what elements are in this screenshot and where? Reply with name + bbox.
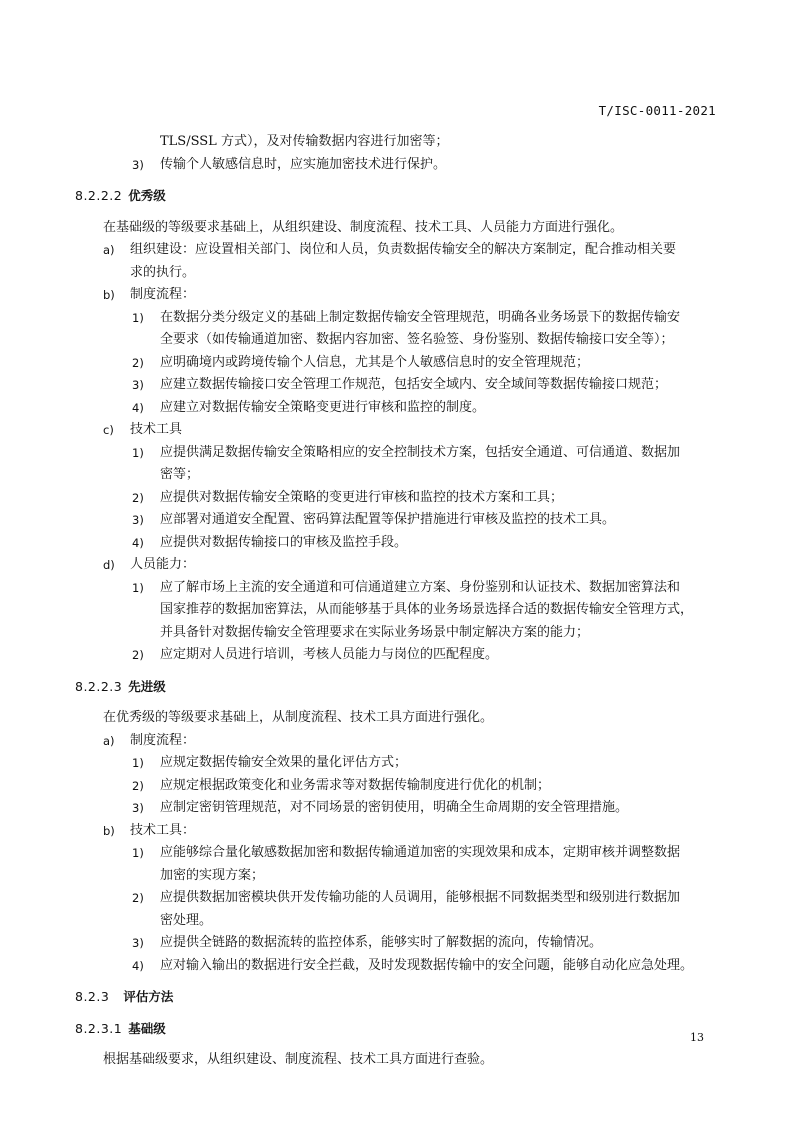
paragraph: 在优秀级的等级要求基础上，从制度流程、技术工具方面进行强化。 bbox=[103, 710, 494, 725]
list-marker: a) bbox=[103, 243, 115, 257]
list-marker: 4) bbox=[132, 958, 144, 973]
list-item-text: 人员能力： bbox=[130, 557, 196, 572]
list-marker: 2) bbox=[132, 778, 144, 793]
list-marker: 3) bbox=[132, 157, 144, 172]
list-item bbox=[75, 397, 723, 420]
list-item bbox=[75, 577, 723, 600]
list-item bbox=[75, 487, 723, 510]
list-marker: 1) bbox=[132, 445, 144, 460]
section-number: 8.2.3.1 bbox=[75, 1020, 123, 1036]
list-item-continuation: 求的执行。 bbox=[130, 264, 196, 280]
list-item bbox=[75, 554, 723, 577]
list-item bbox=[75, 887, 723, 910]
list-item bbox=[75, 775, 723, 798]
list-marker: 4) bbox=[132, 400, 144, 415]
list-item-text: 应了解市场上主流的安全通道和可信通道建立方案、身份鉴别和认证技术、数据加密算法和 bbox=[160, 579, 681, 595]
list-marker: 2) bbox=[132, 490, 144, 505]
list-item bbox=[75, 509, 723, 532]
list-item-text: 应明确境内或跨境传输个人信息，尤其是个人敏感信息时的安全管理规范； bbox=[160, 354, 590, 370]
list-marker: 3) bbox=[132, 936, 144, 950]
section-heading-8-2-3-1 bbox=[75, 1018, 723, 1041]
list-marker: b) bbox=[103, 288, 115, 302]
list-item bbox=[75, 419, 723, 442]
list-marker: 1) bbox=[132, 846, 144, 860]
list-item-continuation: 加密的实现方案； bbox=[160, 867, 265, 883]
document-code: T/ISC-0011-2021 bbox=[598, 103, 716, 118]
list-item bbox=[75, 239, 723, 262]
section-heading-8-2-3 bbox=[75, 986, 723, 1009]
list-item-text: 应部署对通道安全配置、密码算法配置等保护措施进行审核及监控的技术工具。 bbox=[160, 512, 616, 527]
list-marker: 2) bbox=[132, 648, 144, 662]
section-title: 先进级 bbox=[128, 678, 166, 694]
list-item-text: 应建立对数据传输安全策略变更进行审核和监控的制度。 bbox=[160, 399, 486, 415]
section-number: 8.2.3 bbox=[75, 989, 110, 1004]
section-title: 基础级 bbox=[128, 1020, 166, 1036]
list-item-text: 应提供满足数据传输安全策略相应的安全控制技术方案，包括安全通道、可信通道、数据加 bbox=[160, 444, 681, 460]
paragraph: 在基础级的等级要求基础上，从组织建设、制度流程、技术工具、人员能力方面进行强化。 bbox=[103, 219, 624, 235]
list-item bbox=[75, 154, 723, 177]
list-marker: b) bbox=[103, 823, 115, 838]
list-item-text: 应对输入输出的数据进行安全拦截，及时发现数据传输中的安全问题，能够自动化应急处理。 bbox=[160, 957, 694, 973]
list-item bbox=[75, 955, 723, 978]
list-marker: 3) bbox=[132, 513, 144, 527]
list-item-text: 制度流程： bbox=[130, 732, 196, 748]
section-heading-8-2-2-3 bbox=[75, 676, 723, 699]
continued-item-line: TLS/SSL 方式），及对传输数据内容进行加密等； bbox=[160, 134, 449, 149]
list-item-text: 应建立数据传输接口安全管理工作规范，包括安全域内、安全域间等数据传输接口规范； bbox=[160, 377, 668, 392]
list-marker: 4) bbox=[132, 535, 144, 550]
list-item-text: 应定期对人员进行培训，考核人员能力与岗位的匹配程度。 bbox=[160, 647, 499, 662]
list-item bbox=[75, 442, 723, 465]
page-number: 13 bbox=[690, 1031, 704, 1044]
list-item-text: 应制定密钥管理规范，对不同场景的密钥使用，明确全生命周期的安全管理措施。 bbox=[160, 800, 629, 815]
list-item-continuation: 全要求（如传输通道加密、数据内容加密、签名验签、身份鉴别、数据传输接口安全等）； bbox=[160, 332, 674, 347]
paragraph: 根据基础级要求，从组织建设、制度流程、技术工具方面进行查验。 bbox=[103, 1052, 494, 1067]
list-marker: 3) bbox=[132, 378, 144, 392]
list-marker: 1) bbox=[132, 580, 144, 595]
list-item bbox=[75, 730, 723, 753]
list-item bbox=[75, 752, 723, 775]
list-item-continuation: 并具备针对数据传输安全管理要求在实际业务场景中制定解决方案的能力； bbox=[160, 624, 590, 640]
list-item bbox=[75, 374, 723, 397]
section-number: 8.2.2.3 bbox=[75, 678, 123, 694]
list-marker: 3) bbox=[132, 801, 144, 815]
list-item-text: 技术工具： bbox=[130, 822, 196, 838]
list-marker: 1) bbox=[132, 756, 144, 770]
list-item-text: 应规定数据传输安全效果的量化评估方式； bbox=[160, 755, 408, 770]
list-item-text: 技术工具 bbox=[130, 422, 183, 437]
list-item bbox=[75, 820, 723, 843]
list-item-continuation: 密等； bbox=[160, 467, 200, 482]
list-item bbox=[75, 797, 723, 820]
list-marker: a) bbox=[103, 733, 115, 748]
section-heading-8-2-2-2 bbox=[75, 185, 723, 208]
list-item bbox=[75, 307, 723, 330]
list-item bbox=[75, 532, 723, 555]
page-content bbox=[75, 131, 723, 1072]
list-item-text: 组织建设：应设置相关部门、岗位和人员，负责数据传输安全的解决方案制定，配合推动相关要 bbox=[130, 242, 677, 257]
list-marker: 2) bbox=[132, 891, 144, 905]
list-item bbox=[75, 644, 723, 667]
list-marker: c) bbox=[103, 423, 114, 437]
section-number: 8.2.2.2 bbox=[75, 188, 123, 203]
list-item-text: 传输个人敏感信息时，应实施加密技术进行保护。 bbox=[160, 156, 447, 172]
list-item bbox=[75, 352, 723, 375]
list-item bbox=[75, 932, 723, 955]
list-item-text: 应提供对数据传输安全策略的变更进行审核和监控的技术方案和工具； bbox=[160, 489, 564, 505]
list-item-text: 制度流程： bbox=[130, 287, 196, 302]
list-item-text: 应提供全链路的数据流转的监控体系，能够实时了解数据的流向，传输情况。 bbox=[160, 935, 603, 950]
list-item-text: 应能够综合量化敏感数据加密和数据传输通道加密的实现效果和成本，定期审核并调整数据 bbox=[160, 845, 681, 860]
section-title: 优秀级 bbox=[128, 188, 166, 203]
list-item-continuation: 国家推荐的数据加密算法，从而能够基于具体的业务场景选择合适的数据传输安全管理方式， bbox=[160, 602, 694, 617]
list-item bbox=[75, 284, 723, 307]
list-item-continuation: 密处理。 bbox=[160, 912, 213, 928]
list-item-text: 在数据分类分级定义的基础上制定数据传输安全管理规范，明确各业务场景下的数据传输安 bbox=[160, 309, 681, 325]
list-marker: 2) bbox=[132, 355, 144, 370]
list-item-text: 应提供对数据传输接口的审核及监控手段。 bbox=[160, 534, 408, 550]
list-item-text: 应规定根据政策变化和业务需求等对数据传输制度进行优化的机制； bbox=[160, 777, 551, 793]
list-item bbox=[75, 842, 723, 865]
list-item-text: 应提供数据加密模块供开发传输功能的人员调用，能够根据不同数据类型和级别进行数据加 bbox=[160, 890, 681, 905]
section-title: 评估方法 bbox=[123, 989, 174, 1004]
list-marker: 1) bbox=[132, 310, 144, 325]
list-marker: d) bbox=[103, 558, 115, 572]
